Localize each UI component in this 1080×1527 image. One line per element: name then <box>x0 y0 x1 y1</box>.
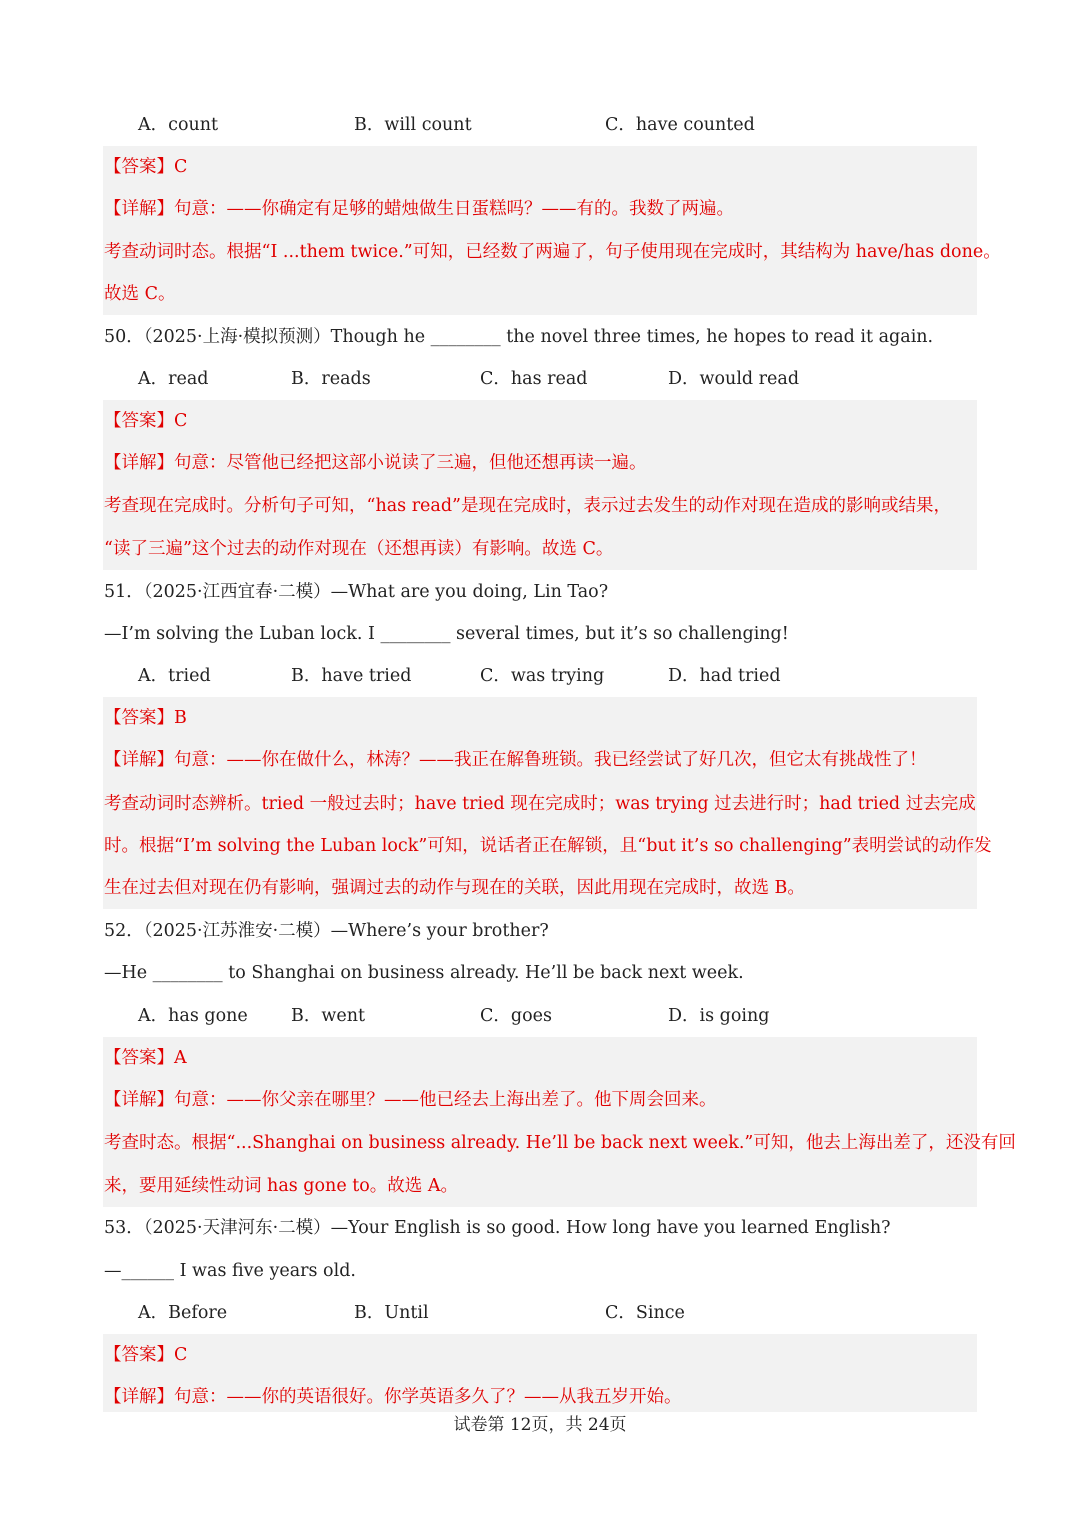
q51-explain-2: 时。根据“I’m solving the Luban lock”可知，说话者正在解锁，且“but it’s so challenging”表明尝试的动作发 <box>104 836 992 856</box>
q53-option-c: C．Since <box>605 1303 685 1323</box>
q52-explain-1: 考查时态。根据“...Shanghai on business already. He’ll be back next week.”可知，他去上海出差了，还没有回 <box>104 1133 1016 1153</box>
q51-option-d: D．had tried <box>668 666 781 686</box>
q52-answer: 【答案】A <box>104 1048 187 1068</box>
q50-detail: 【详解】句意：尽管他已经把这部小说读了三遍，但他还想再读一遍。 <box>104 453 647 473</box>
q52-stem-1: 52．（2025·江苏淮安·二模）—Where’s your brother? <box>104 921 549 941</box>
q51-detail: 【详解】句意：——你在做什么，林涛？——我正在解鲁班锁。我已经尝试了好几次，但它太有挑战性了！ <box>104 750 927 770</box>
q49-answer-box <box>103 146 977 315</box>
q53-answer: 【答案】C <box>104 1345 188 1365</box>
q52-option-c: C．goes <box>480 1006 552 1026</box>
q53-detail: 【详解】句意：——你的英语很好。你学英语多久了？——从我五岁开始。 <box>104 1387 682 1407</box>
q51-answer: 【答案】B <box>104 708 187 728</box>
q49-detail: 【详解】句意：——你确定有足够的蜡烛做生日蛋糕吗？——有的。我数了两遍。 <box>104 199 734 219</box>
q51-stem-1: 51．（2025·江西宜春·二模）—What are you doing, Lin Tao? <box>104 582 609 602</box>
q52-option-d: D．is going <box>668 1006 770 1026</box>
page-footer: 试卷第 12页，共 24页 <box>453 1415 627 1435</box>
q51-option-a: A．tried <box>138 666 211 686</box>
q53-option-b: B．Until <box>354 1303 429 1323</box>
q49-answer: 【答案】C <box>104 157 188 177</box>
q50-option-a: A．read <box>138 369 209 389</box>
q49-option-a: A．count <box>138 115 219 135</box>
q53-stem-2: —______ I was five years old. <box>104 1261 356 1281</box>
q51-explain-3: 生在过去但对现在仍有影响，强调过去的动作与现在的关联，因此用现在完成时，故选 B。 <box>104 878 805 898</box>
q52-explain-2: 来，要用延续性动词 has gone to。故选 A。 <box>104 1176 459 1196</box>
q51-option-c: C．was trying <box>480 666 605 686</box>
q49-explain-1: 考查动词时态。根据“I ...them twice.”可知，已经数了两遍了，句子使用现在完成时，其结构为 have/has done。 <box>104 242 1001 262</box>
q50-option-d: D．would read <box>668 369 800 389</box>
q52-option-a: A．has gone <box>138 1006 248 1026</box>
q52-stem-2: —He ________ to Shanghai on business already. He’ll be back next week. <box>104 963 744 983</box>
q50-explain-1: 考查现在完成时。分析句子可知，“has read”是现在完成时，表示过去发生的动作对现在造成的影响或结果， <box>104 496 951 516</box>
q52-option-b: B．went <box>291 1006 365 1026</box>
q53-option-a: A．Before <box>138 1303 228 1323</box>
q50-option-c: C．has read <box>480 369 588 389</box>
q50-stem: 50．（2025·上海·模拟预测）Though he ________ the novel three times, he hopes to read it again. <box>104 327 934 347</box>
q51-explain-1: 考查动词时态辨析。tried 一般过去时；have tried 现在完成时；was trying 过去进行时；had tried 过去完成 <box>104 794 976 814</box>
q53-stem-1: 53．（2025·天津河东·二模）—Your English is so good. How long have you learned English? <box>104 1218 891 1238</box>
q50-option-b: B．reads <box>291 369 371 389</box>
q50-explain-2: “读了三遍”这个过去的动作对现在（还想再读）有影响。故选 C。 <box>104 539 614 559</box>
q49-option-b: B．will count <box>354 115 472 135</box>
q51-option-b: B．have tried <box>291 666 412 686</box>
q51-stem-2: —I’m solving the Luban lock. I ________ several times, but it’s so challenging! <box>104 624 789 644</box>
q50-answer: 【答案】C <box>104 411 188 431</box>
q49-option-c: C．have counted <box>605 115 755 135</box>
q52-detail: 【详解】句意：——你父亲在哪里？——他已经去上海出差了。他下周会回来。 <box>104 1090 717 1110</box>
q49-explain-2: 故选 C。 <box>104 284 176 304</box>
